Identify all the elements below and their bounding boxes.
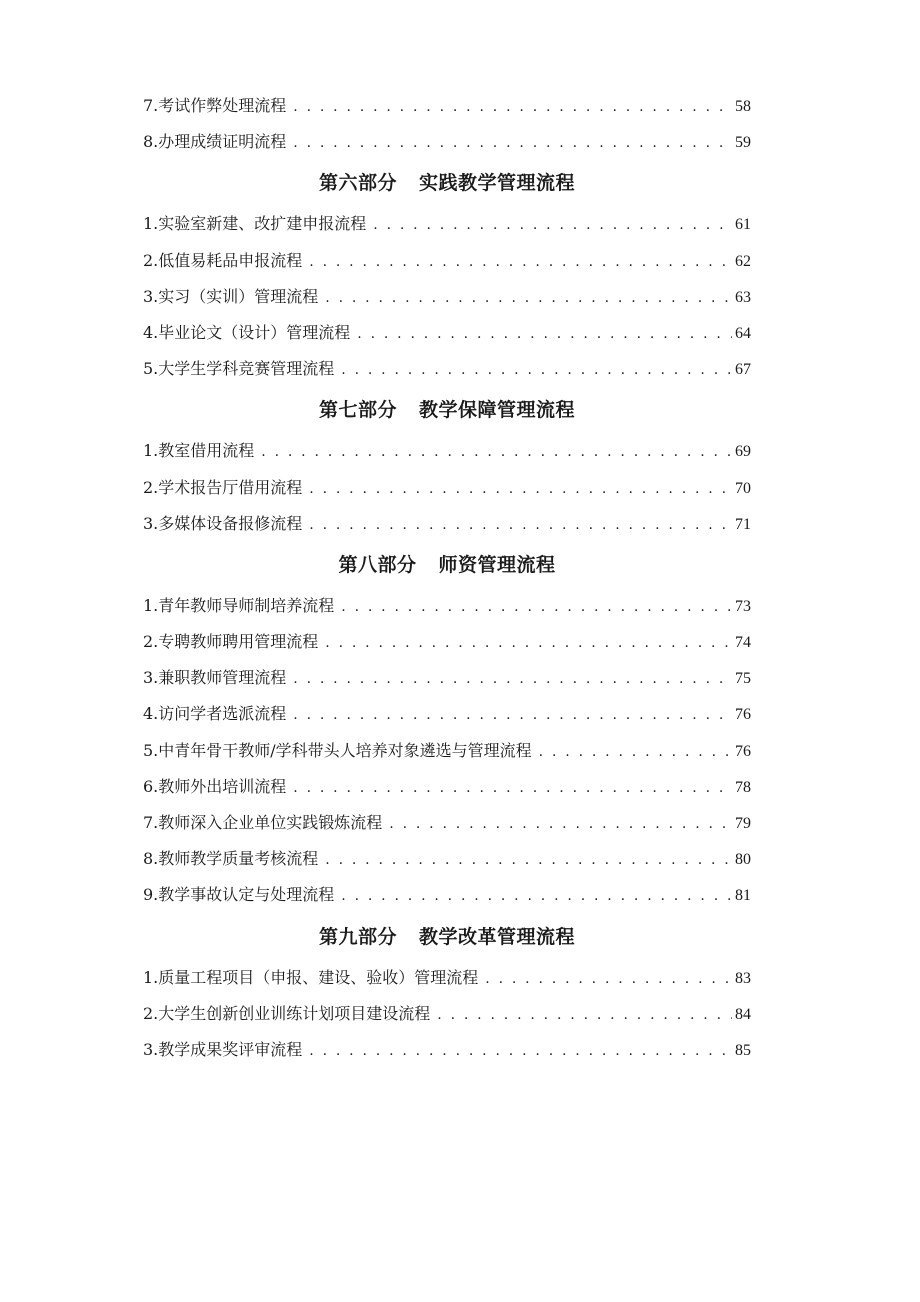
dot-leader [539, 734, 732, 770]
toc-entry[interactable] [143, 470, 751, 506]
toc-entry-title: 7.教师深入企业单位实践锻炼流程 [143, 813, 383, 832]
toc-entry[interactable] [143, 588, 751, 624]
toc-entry-title: 6.教师外出培训流程 [143, 776, 287, 796]
section-heading [143, 542, 751, 588]
dot-leader [325, 280, 732, 316]
dot-leader [293, 125, 732, 161]
toc-entry-page: 76 [735, 742, 751, 760]
toc-section-part-7 [143, 387, 751, 542]
toc-entry[interactable] [143, 996, 751, 1032]
dot-leader [341, 352, 732, 388]
toc-entry-title: 3.多媒体设备报修流程 [143, 513, 303, 533]
dot-leader [293, 89, 732, 125]
toc-entry-page: 76 [735, 706, 751, 724]
toc-entry-page: 75 [735, 670, 751, 688]
dot-leader [325, 625, 732, 661]
toc-entry[interactable] [143, 506, 751, 542]
toc-entry[interactable] [143, 877, 751, 913]
toc-entry[interactable] [143, 624, 751, 660]
toc-entry-title: 7.考试作弊处理流程 [143, 96, 287, 115]
toc-entry-title: 1.教室借用流程 [143, 441, 255, 461]
toc-entry-title: 1.质量工程项目（申报、建设、验收）管理流程 [143, 967, 479, 987]
toc-entry-title: 4.毕业论文（设计）管理流程 [143, 322, 351, 342]
section-heading [143, 914, 751, 960]
section-part-label: 第九部分 [318, 925, 397, 948]
toc-entry-page: 63 [735, 288, 751, 306]
toc-entry-title: 2.专聘教师聘用管理流程 [143, 632, 319, 652]
toc-entry-page: 80 [735, 851, 751, 869]
toc-entry[interactable] [143, 206, 751, 242]
toc-entry[interactable] [143, 696, 751, 732]
dot-leader [341, 878, 732, 914]
toc-entry-title: 4.访问学者选派流程 [143, 704, 287, 724]
toc-entry-title: 8.办理成绩证明流程 [143, 132, 287, 152]
toc-entry-page: 69 [735, 443, 751, 461]
toc-entry[interactable] [143, 88, 751, 124]
dot-leader [293, 697, 732, 733]
dot-leader [437, 997, 732, 1033]
section-part-label: 第七部分 [318, 399, 397, 422]
toc-section-part-8 [143, 542, 751, 914]
toc-entry[interactable] [143, 805, 751, 841]
toc-entry[interactable] [143, 315, 751, 351]
toc-entry-title: 1.青年教师导师制培养流程 [143, 595, 335, 615]
toc-entry-page: 78 [735, 778, 751, 796]
toc-entry-page: 71 [735, 515, 751, 533]
toc-entry[interactable] [143, 660, 751, 696]
toc-entry-page: 74 [735, 634, 751, 652]
toc-entry-page: 84 [735, 1005, 751, 1023]
dot-leader [309, 507, 732, 543]
toc-entry-page: 59 [735, 134, 751, 152]
dot-leader [293, 661, 732, 697]
dot-leader [373, 207, 732, 243]
toc-entry-page: 58 [735, 98, 751, 115]
section-heading [143, 160, 751, 206]
toc-entry[interactable] [143, 243, 751, 279]
section-part-label: 第六部分 [318, 172, 397, 195]
toc-entry-title: 1.实验室新建、改扩建申报流程 [143, 214, 367, 234]
section-heading [143, 387, 751, 433]
toc-entry[interactable] [143, 733, 751, 769]
toc-section-part-9 [143, 914, 751, 1069]
toc-entry-title: 2.低值易耗品申报流程 [143, 250, 303, 270]
dot-leader [309, 471, 732, 507]
toc-entry-page: 79 [735, 815, 751, 832]
toc-entry-page: 73 [735, 597, 751, 615]
toc-entry-page: 81 [735, 887, 751, 905]
toc-entry-title: 2.大学生创新创业训练计划项目建设流程 [143, 1003, 431, 1023]
toc-entry-title: 3.兼职教师管理流程 [143, 668, 287, 688]
toc-entry-page: 67 [735, 361, 751, 379]
toc-entry-page: 61 [735, 216, 751, 234]
toc-entry-title: 9.教学事故认定与处理流程 [143, 885, 335, 905]
toc-entry-page: 85 [735, 1041, 751, 1059]
dot-leader [309, 1033, 732, 1069]
toc-entry-page: 62 [735, 252, 751, 270]
toc-entry[interactable] [143, 841, 751, 877]
toc-entry[interactable] [143, 279, 751, 315]
section-title: 师资管理流程 [438, 553, 556, 576]
dot-leader [293, 770, 732, 806]
toc-entry[interactable] [143, 1032, 751, 1068]
dot-leader [261, 434, 732, 470]
dot-leader [389, 806, 732, 842]
toc-entry[interactable] [143, 769, 751, 805]
dot-leader [325, 842, 732, 878]
section-title: 教学保障管理流程 [419, 399, 576, 422]
dot-leader [357, 316, 732, 352]
toc-entry-title: 2.学术报告厅借用流程 [143, 477, 303, 497]
toc-entry-title: 8.教师教学质量考核流程 [143, 849, 319, 869]
toc-entry[interactable] [143, 960, 751, 996]
toc-entry-title: 3.实习（实训）管理流程 [143, 286, 319, 306]
section-part-label: 第八部分 [338, 553, 417, 576]
toc-entry-page: 83 [735, 969, 751, 987]
toc-entry[interactable] [143, 351, 751, 387]
section-title: 实践教学管理流程 [419, 172, 576, 195]
toc-entry-title: 5.大学生学科竞赛管理流程 [143, 359, 335, 379]
toc-section-part-6 [143, 160, 751, 387]
dot-leader [485, 961, 732, 997]
dot-leader [341, 589, 732, 625]
toc-group-continued [143, 88, 751, 160]
dot-leader [309, 244, 732, 280]
toc-entry-title: 5.中青年骨干教师/学科带头人培养对象遴选与管理流程 [143, 740, 532, 760]
toc-entry-title: 3.教学成果奖评审流程 [143, 1039, 303, 1059]
section-title: 教学改革管理流程 [419, 925, 576, 948]
toc-entry-page: 70 [735, 479, 751, 497]
toc-entry-page: 64 [735, 324, 751, 342]
table-of-contents [143, 88, 751, 1068]
toc-entry[interactable] [143, 124, 751, 160]
toc-entry[interactable] [143, 433, 751, 469]
